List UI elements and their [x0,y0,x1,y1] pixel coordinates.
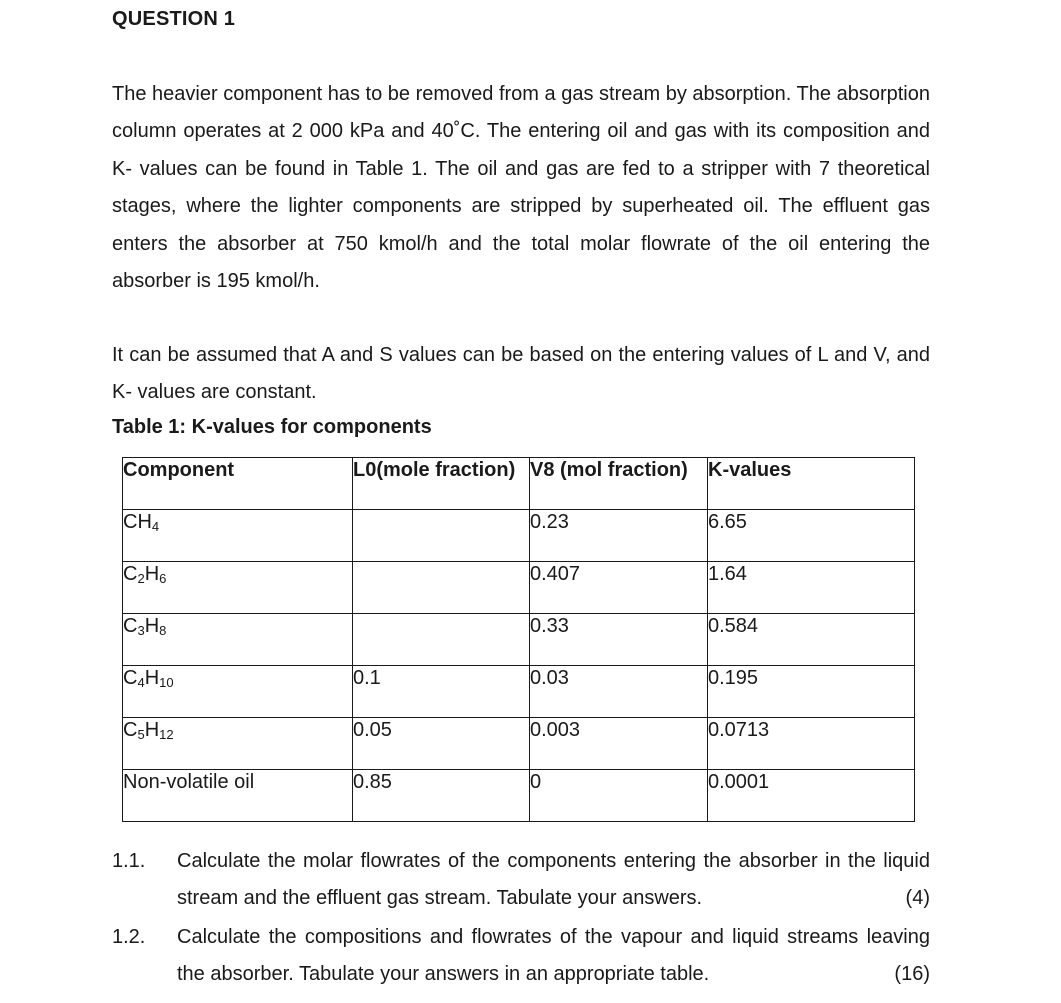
table-row [123,666,915,718]
v8-cell: 0.407 [530,562,708,614]
component-base: H [137,511,152,533]
k-cell: 0.0713 [708,718,915,770]
component-base: H [144,563,160,585]
v8-cell: 0.003 [530,718,708,770]
component-cell [123,562,353,614]
component-cell [123,718,353,770]
component-sub: 5 [137,727,145,742]
component-sub: 12 [159,727,174,742]
component-sub: 4 [137,675,145,690]
question-number: 1.2. [112,926,146,948]
component-cell [123,614,353,666]
question-number: 1.1. [112,850,146,872]
component-base: H [144,615,160,637]
component-base: H [144,667,160,689]
v8-cell: 0.03 [530,666,708,718]
l0-cell: 0.85 [353,770,530,822]
question-marks: (4) [905,887,930,910]
l0-cell [353,510,530,562]
question-item-1-1 [112,843,930,918]
problem-statement: The heavier component has to be removed from a gas stream by absorption. The absorption column operates at 2 000 kPa and 40˚C. The entering oil and gas with its composition and K- values can be found in Table 1. The oil and gas are fed to a stripper with 7 theoretical stages, where the lighter components are stripped by superheated oil. The effluent gas enters the absorber at 750 kmol/h and the total molar flowrate of the oil entering the absorber is 195 kmol/h. [112,83,930,293]
k-cell: 0.195 [708,666,915,718]
question-marks: (16) [894,963,930,986]
k-cell: 0.584 [708,614,915,666]
l0-cell [353,614,530,666]
component-base: C [123,667,138,689]
k-cell: 6.65 [708,510,915,562]
component-base: C [123,511,138,533]
k-values-table [122,457,915,822]
component-sub: 2 [137,571,145,586]
v8-cell: 0.33 [530,614,708,666]
question-text [177,919,930,994]
component-cell [123,666,353,718]
component-sub: 6 [159,571,167,586]
component-base: C [123,719,138,741]
table-caption: Table 1: K-values for components [112,416,432,438]
k-cell: 1.64 [708,562,915,614]
l0-cell: 0.05 [353,718,530,770]
question-body: Calculate the compositions and flowrates of the vapour and liquid streams leaving the absorber. Tabulate your answers in an appropriate table. [177,926,930,986]
assumption-statement: It can be assumed that A and S values can be based on the entering values of L and V, and K- values are constant. [112,344,930,404]
l0-cell: 0.1 [353,666,530,718]
component-cell: Non-volatile oil [123,770,353,822]
table-row [123,770,915,822]
v8-cell: 0.23 [530,510,708,562]
header-l0: L0(mole fraction) [353,458,530,510]
question-text [177,843,930,918]
header-v8: V8 (mol fraction) [530,458,708,510]
l0-cell [353,562,530,614]
v8-cell: 0 [530,770,708,822]
table-row [123,718,915,770]
component-sub: 10 [159,675,174,690]
component-sub: 8 [159,623,167,638]
table-row [123,562,915,614]
component-cell [123,510,353,562]
question-item-1-2 [112,919,930,994]
component-base: H [144,719,160,741]
component-base: C [123,563,138,585]
component-base: C [123,615,138,637]
question-heading: QUESTION 1 [112,8,236,30]
table-row [123,614,915,666]
table-header-row [123,458,915,510]
header-component: Component [123,458,353,510]
question-body: Calculate the molar flowrates of the components entering the absorber in the liquid stream and the effluent gas stream. Tabulate your answers. [177,850,930,910]
component-sub: 4 [151,519,160,534]
table-row [123,510,915,562]
k-cell: 0.0001 [708,770,915,822]
component-sub: 3 [137,623,145,638]
header-k-values: K-values [708,458,915,510]
